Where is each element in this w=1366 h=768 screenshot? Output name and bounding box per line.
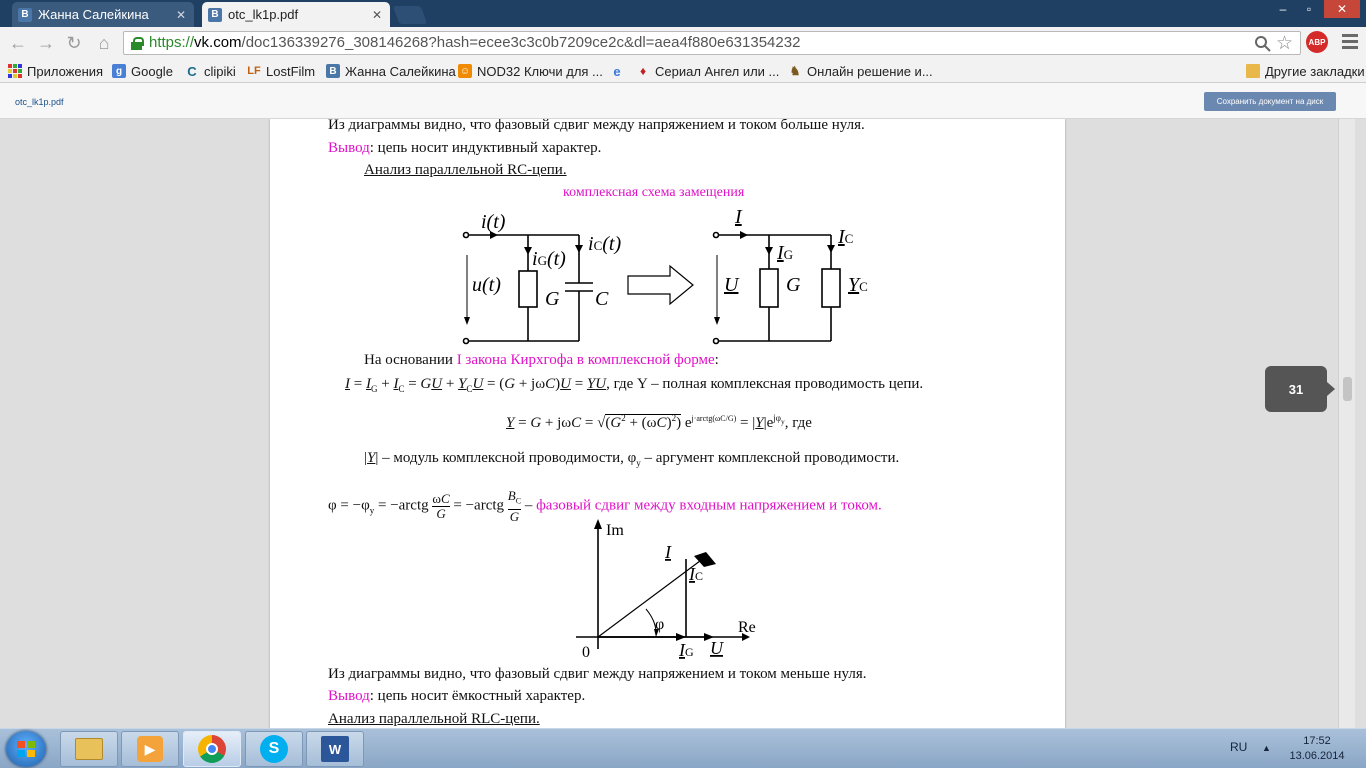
search-icon[interactable] [1254, 35, 1272, 53]
svg-text:IC: IC [689, 564, 704, 584]
scrollbar-thumb[interactable] [1343, 377, 1352, 401]
apps-icon [8, 64, 22, 78]
svg-text:I: I [665, 542, 671, 562]
media-player-icon: ▶ [137, 736, 163, 762]
page-number-badge: 31 [1265, 366, 1327, 412]
bookmark-lostfilm[interactable]: LF LostFilm [247, 63, 316, 79]
pdf-header [0, 83, 1366, 119]
tab-label: Жанна Салейкина [38, 7, 149, 22]
formula-admittance: $Y = G + j\omega C = √(G^2 + (\omega C)^2) e^{j\cdot arctg(\omega C/G)} = |Y|e^{j\varphi_y}$, где [506, 413, 812, 431]
taskbar-chrome[interactable] [183, 731, 241, 767]
svg-text:i(t): i(t) [481, 211, 506, 233]
svg-text:φ: φ [655, 616, 665, 633]
svg-text:u(t): u(t) [472, 274, 501, 296]
odnoklassniki-icon: ☺ [459, 65, 471, 77]
phase-line: $\varphi = -\varphi_y$ = −arctg $\frac{\omega C}{G}$ = −arctg $\frac{B_C}{G}$ – фазовый сдвиг между входным напряжением и током. [328, 488, 882, 524]
taskbar-media-player[interactable] [121, 731, 179, 767]
svg-text:Im: Im [606, 522, 624, 539]
taskbar [0, 728, 1366, 768]
bookmarks-bar [0, 59, 1366, 83]
svg-text:G: G [545, 288, 560, 310]
windows-logo-icon [17, 741, 35, 757]
svg-text:iG(t): iG(t) [532, 248, 566, 270]
svg-text:U: U [724, 274, 739, 296]
kirchhoff-line: На основании I закона Кирхгофа в комплексной форме: [364, 352, 719, 368]
skype-icon: S [260, 735, 288, 763]
minimize-button[interactable]: – [1279, 2, 1287, 16]
lock-icon [131, 37, 142, 50]
bookmark-nod32[interactable]: ☺ NOD32 Ключи для ... [459, 63, 603, 79]
flame-icon: ♦ [639, 64, 647, 78]
forward-arrow-icon[interactable]: → [37, 33, 55, 53]
word-icon: W [321, 736, 349, 762]
language-indicator[interactable]: RU [1230, 740, 1248, 754]
vk-icon: B [208, 8, 222, 22]
conclusion-line: Вывод: цепь носит ёмкостный характер. [328, 688, 586, 704]
adblock-icon[interactable]: ABP [1306, 31, 1328, 53]
new-tab-button[interactable] [393, 6, 428, 24]
back-arrow-icon[interactable]: ← [9, 33, 27, 53]
svg-text:iC(t): iC(t) [588, 233, 622, 255]
taskbar-word[interactable] [306, 731, 364, 767]
svg-text:U: U [710, 638, 723, 658]
chrome-icon [198, 735, 226, 763]
lostfilm-icon: LF [247, 65, 261, 77]
address-bar[interactable] [123, 31, 1301, 55]
bookmark-angel[interactable] [610, 62, 629, 80]
folder-icon [75, 738, 103, 760]
clock[interactable]: 17:52 13.06.2014 [1289, 735, 1345, 762]
vk-icon: B [18, 8, 32, 22]
reload-icon[interactable]: ↻ [66, 33, 82, 53]
scrollbar[interactable] [1338, 119, 1355, 728]
home-icon[interactable]: ⌂ [98, 33, 110, 53]
tab-pdf[interactable] [202, 2, 390, 27]
svg-text:IG: IG [777, 242, 794, 264]
folder-icon [1246, 64, 1260, 78]
close-tab-icon[interactable]: ✕ [371, 7, 382, 22]
person-icon: ♞ [789, 64, 801, 78]
bookmark-serial[interactable]: ♦ Сериал Ангел или ... [636, 62, 779, 80]
tab-strip [0, 0, 1366, 27]
google-icon: g [112, 64, 126, 78]
formula-current: $I = I_G + I_C$ = GU + $Y_CU = (G + j\omega C)U$ = YU, где Y – полная комплексная проводимость цепи. [345, 376, 924, 394]
start-button[interactable] [6, 731, 46, 767]
pdf-page [270, 119, 1065, 728]
section-heading-rlc: Анализ параллельной RLC-цепи. [328, 711, 540, 727]
other-bookmarks[interactable]: Другие закладки [1246, 62, 1365, 80]
svg-text:YC: YC [848, 274, 868, 296]
bookmark-google[interactable]: g Google [112, 62, 173, 80]
text-line: Из диаграммы видно, что фазовый сдвиг между напряжением и током больше нуля. [328, 119, 865, 133]
text-line: Из диаграммы видно, что фазовый сдвиг между напряжением и током меньше нуля. [328, 666, 867, 682]
svg-text:C: C [595, 288, 609, 310]
tab-label: otc_lk1p.pdf [228, 7, 299, 22]
clipiki-icon: C [187, 63, 197, 79]
pdf-viewer[interactable] [0, 119, 1366, 728]
svg-text:0: 0 [582, 644, 590, 661]
url-text[interactable]: https://vk.com/doc136339276_308146268?hash=ecee3c3c0b7209ce2c&dl=aea4f880e631354232 [149, 34, 801, 51]
svg-text:IC: IC [838, 226, 854, 248]
svg-text:G: G [786, 274, 801, 296]
tab-vk[interactable] [12, 2, 194, 27]
save-document-button[interactable]: Сохранить документ на диск [1204, 92, 1336, 111]
bookmark-clipiki[interactable]: C clipiki [185, 62, 236, 80]
close-tab-icon[interactable]: ✕ [175, 7, 186, 22]
maximize-button[interactable]: ▫ [1306, 2, 1312, 16]
tray-expand-icon[interactable]: ▲ [1262, 743, 1271, 753]
taskbar-explorer[interactable] [60, 731, 118, 767]
phasor-diagram [270, 119, 1065, 728]
menu-icon[interactable] [1342, 34, 1358, 50]
bookmark-vk[interactable]: B Жанна Салейкина [326, 62, 456, 80]
vk-icon: B [326, 64, 340, 78]
bookmark-apps[interactable]: Приложения [8, 62, 103, 80]
ie-icon: e [613, 63, 621, 79]
svg-text:I: I [735, 206, 742, 228]
scheme-title: комплексная схема замещения [563, 185, 745, 200]
close-window-button[interactable]: ✕ [1324, 0, 1360, 18]
taskbar-skype[interactable] [245, 731, 303, 767]
star-icon[interactable]: ☆ [1276, 33, 1294, 54]
conclusion-line: Вывод: цепь носит индуктивный характер. [328, 140, 602, 156]
pdf-file-name[interactable]: otc_lk1p.pdf [15, 97, 64, 107]
modulus-line: |Y| – модуль комплексной проводимости, $\varphi_у$ – аргумент комплексной проводимости. [364, 450, 900, 468]
section-heading-rc: Анализ параллельной RC-цепи. [364, 162, 567, 178]
svg-text:Re: Re [738, 619, 756, 636]
bookmark-online[interactable]: ♞ Онлайн решение и... [789, 63, 933, 79]
svg-text:IG: IG [679, 640, 694, 660]
